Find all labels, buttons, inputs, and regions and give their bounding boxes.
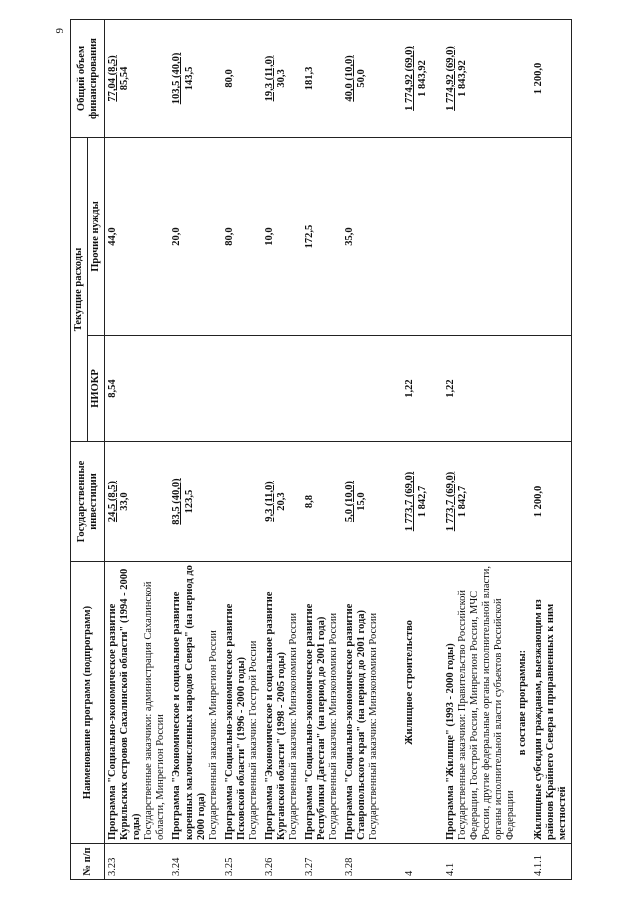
other-value	[431, 137, 531, 335]
invest-cell	[342, 442, 382, 562]
financing-table	[70, 19, 572, 880]
niokr-value	[262, 336, 302, 442]
invest-total: 33,0	[119, 492, 131, 511]
table-row	[222, 19, 262, 879]
program-customer: Государственный заказчик: Минэкономики России	[328, 612, 340, 840]
invest-cell	[382, 442, 430, 562]
row-number: 3.24	[169, 844, 221, 880]
program-subheading: в составе программы:	[516, 649, 528, 756]
total-cell	[302, 19, 342, 137]
total-sum: 50,0	[356, 69, 368, 88]
invest-total: 8,8	[304, 494, 316, 509]
invest-value: 24,5 (8,5)	[107, 480, 119, 523]
total-cell	[105, 19, 170, 137]
row-number: 3.23	[105, 844, 170, 880]
invest-cell	[169, 442, 221, 562]
invest-value: 9,3 (11,0)	[263, 481, 275, 522]
row-name	[169, 562, 221, 844]
table-row	[169, 19, 221, 879]
invest-total: 20,3	[275, 492, 287, 511]
other-value: 10,0	[262, 137, 302, 335]
program-title: Программа "Социально-экономическое развитие Курильских островов Сахалинской области" (1994 - 2000 годы)	[107, 568, 143, 840]
row-name	[222, 562, 262, 844]
total-sum: 80,0	[223, 69, 235, 88]
total-cell	[262, 19, 302, 137]
table-row	[105, 19, 170, 879]
niokr-value	[531, 336, 572, 442]
header-current: Текущие расходы	[71, 137, 88, 441]
total-value: 1 774,92 (69,0)	[444, 46, 456, 111]
header-invest: Государственные инвестиции	[71, 442, 105, 562]
header-other: Прочие нужды	[88, 137, 105, 335]
total-sum: 143,5	[183, 66, 195, 91]
program-customer: Государственные заказчики: администрация Сахалинской области, Минрегион России	[143, 581, 167, 840]
program-title: Программа "Социально-экономическое развитие Псковской области" (1996 - 2000 годы)	[223, 603, 247, 840]
program-customer: Государственный заказчик: Минэкономики России	[368, 612, 380, 840]
invest-value: 5,0 (10,0)	[344, 480, 356, 523]
program-customer: Государственный заказчик: Минрегион России	[207, 630, 219, 840]
niokr-value	[169, 336, 221, 442]
program-customer: Государственные заказчики: Правительство Российской Федерации, Госстрой России, Минрегион России, МЧС России, другие федеральные органы исполнительной власти, органы исполнительной власти субъектов Российской Федерации	[456, 566, 516, 840]
program-title: Программа "Экономическое и социальное развитие Курганской области" (1998 - 2005 годы)	[263, 591, 287, 840]
niokr-value	[342, 336, 382, 442]
invest-total: 123,5	[183, 489, 195, 514]
total-cell	[222, 19, 262, 137]
program-title: Жилищные субсидии гражданам, выезжающим из районов Крайнего Севера и приравненных к ним местностей	[533, 599, 569, 840]
header-total: Общий объем финансирования	[71, 19, 105, 137]
total-cell	[169, 19, 221, 137]
niokr-value	[302, 336, 342, 442]
invest-total: 1 200,0	[533, 485, 544, 518]
invest-value: 1 773,7 (69,0)	[444, 471, 456, 532]
header-niokr: НИОКР	[88, 336, 105, 442]
total-cell	[382, 19, 430, 137]
row-number: 4	[382, 844, 430, 880]
invest-cell	[302, 442, 342, 562]
other-value	[382, 137, 430, 335]
row-number: 3.25	[222, 844, 262, 880]
other-value	[531, 137, 572, 335]
table-row	[531, 19, 572, 879]
total-value: 40,0 (10,0)	[344, 55, 356, 102]
invest-total: 15,0	[356, 492, 368, 511]
row-name	[302, 562, 342, 844]
invest-cell	[222, 442, 262, 562]
total-cell	[531, 19, 572, 137]
program-title: Программа "Жилище" (1993 - 2000 годы)	[444, 643, 456, 840]
total-sum: 1 843,92	[456, 60, 468, 97]
total-value: 77,04 (8,5)	[107, 55, 119, 102]
rotated-page	[50, 20, 590, 880]
row-name	[431, 562, 531, 844]
row-name	[531, 562, 572, 844]
total-value: 19,3 (11,0)	[263, 55, 275, 102]
program-title: Программа "Социально-экономическое развитие Республики Дагестан" (на период до 2001 года)	[304, 603, 328, 840]
invest-cell	[105, 442, 170, 562]
total-cell	[431, 19, 531, 137]
page-number: 9	[54, 28, 66, 34]
niokr-value: 8,54	[105, 336, 170, 442]
total-sum: 181,3	[304, 66, 316, 91]
invest-value: 83,5 (40,0)	[171, 478, 183, 525]
row-name	[262, 562, 302, 844]
row-number: 3.28	[342, 844, 382, 880]
table-row	[302, 19, 342, 879]
total-sum: 1 200,0	[533, 62, 544, 95]
niokr-value: 1,22	[431, 336, 531, 442]
row-name	[105, 562, 170, 844]
program-title: Программа "Экономическое и социальное развитие коренных малочисленных народов Севера" (на период до 2000 года)	[171, 565, 207, 840]
other-value: 44,0	[105, 137, 170, 335]
program-customer: Государственный заказчик: Госстрой России	[247, 640, 259, 840]
header-number: № п/п	[71, 844, 105, 880]
invest-cell	[531, 442, 572, 562]
row-name	[342, 562, 382, 844]
program-customer: Государственный заказчик: Минэкономики России	[288, 612, 299, 840]
row-number: 3.27	[302, 844, 342, 880]
section-title: Жилищное строительство	[404, 620, 416, 745]
invest-cell	[262, 442, 302, 562]
total-sum: 30,3	[275, 69, 287, 88]
table-row	[342, 19, 382, 879]
total-value: 103,5 (40,0)	[171, 52, 183, 105]
table-row	[382, 19, 430, 879]
total-sum: 85,54	[119, 66, 131, 91]
total-sum: 1 843,92	[416, 60, 428, 97]
table-row	[431, 19, 531, 879]
row-number: 4.1	[431, 844, 531, 880]
niokr-value	[222, 336, 262, 442]
other-value: 172,5	[302, 137, 342, 335]
total-value: 1 774,92 (69,0)	[404, 46, 416, 111]
invest-cell	[431, 442, 531, 562]
invest-total: 1 842,7	[416, 485, 428, 518]
row-number: 4.1.1	[531, 844, 572, 880]
row-number: 3.26	[262, 844, 302, 880]
invest-total: 1 842,7	[456, 485, 468, 518]
invest-value: 1 773,7 (69,0)	[404, 471, 416, 532]
other-value: 35,0	[342, 137, 382, 335]
row-name	[382, 562, 430, 844]
other-value: 80,0	[222, 137, 262, 335]
program-title: Программа "Социально-экономическое развитие Ставропольского края" (на период до 2001 года)	[344, 603, 368, 840]
total-cell	[342, 19, 382, 137]
table-row	[262, 19, 302, 879]
niokr-value: 1,22	[382, 336, 430, 442]
other-value: 20,0	[169, 137, 221, 335]
header-name: Наименование программ (подпрограмм)	[71, 562, 105, 844]
